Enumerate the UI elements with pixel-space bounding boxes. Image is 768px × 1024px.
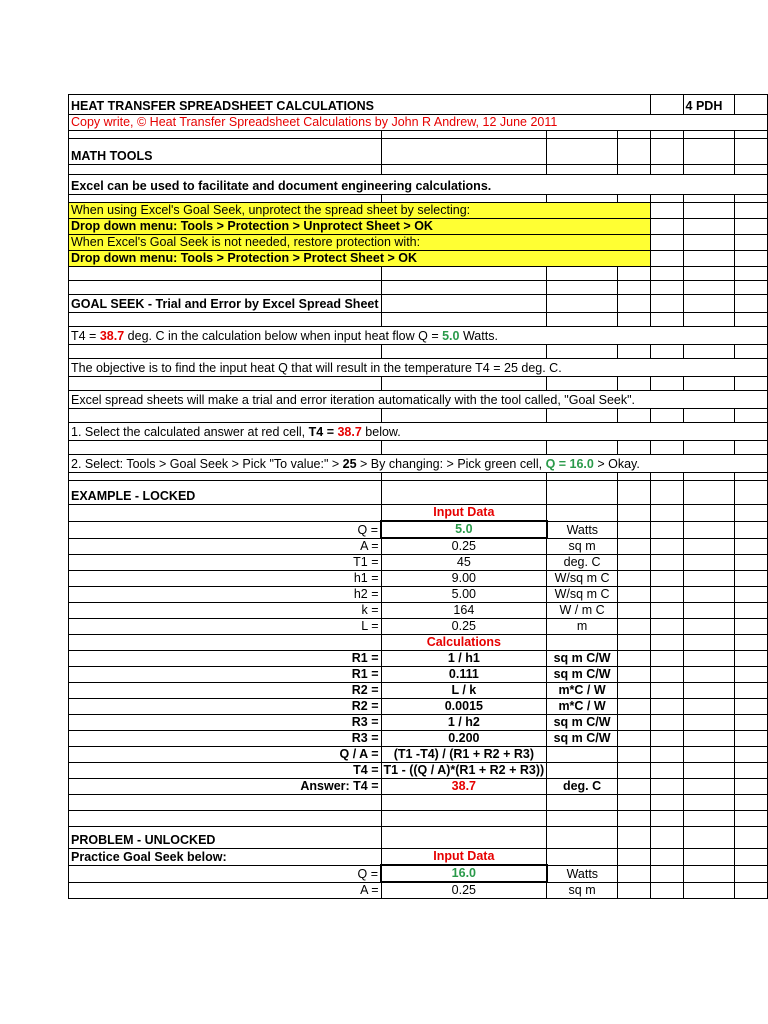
problem-input-value[interactable]: 16.0 bbox=[381, 865, 547, 882]
calc-unit[interactable] bbox=[547, 763, 618, 779]
empty-cell[interactable] bbox=[735, 731, 768, 747]
note-unprotect-intro[interactable]: When using Excel's Goal Seek, unprotect the spread sheet by selecting: bbox=[69, 203, 651, 219]
empty-cell[interactable] bbox=[650, 763, 683, 779]
calc-value[interactable]: 1 / h2 bbox=[381, 715, 547, 731]
copyright-text[interactable]: Copy write, © Heat Transfer Spreadsheet Calculations by John R Andrew, 12 June 2011 bbox=[69, 115, 768, 131]
empty-cell[interactable] bbox=[617, 521, 650, 538]
empty-cell[interactable] bbox=[617, 651, 650, 667]
sheet-grid bbox=[68, 94, 768, 899]
problem-input-row bbox=[69, 865, 768, 882]
calc-unit[interactable]: sq m C/W bbox=[547, 667, 618, 683]
example-input-label[interactable]: T1 = bbox=[69, 555, 382, 571]
empty-cell[interactable] bbox=[650, 521, 683, 538]
example-input-value[interactable]: 0.25 bbox=[381, 619, 547, 635]
problem-input-label[interactable]: A = bbox=[69, 882, 382, 899]
empty-cell[interactable] bbox=[617, 763, 650, 779]
calc-value[interactable]: 1 / h1 bbox=[381, 651, 547, 667]
calc-label[interactable]: R2 = bbox=[69, 699, 382, 715]
empty-cell[interactable] bbox=[617, 587, 650, 603]
calc-row bbox=[69, 683, 768, 699]
empty-cell[interactable] bbox=[683, 587, 735, 603]
example-input-value[interactable]: 5.00 bbox=[381, 587, 547, 603]
empty-cell[interactable] bbox=[617, 731, 650, 747]
empty-cell[interactable] bbox=[617, 683, 650, 699]
empty-cell[interactable] bbox=[683, 715, 735, 731]
empty-cell[interactable] bbox=[617, 747, 650, 763]
note-unprotect-menu[interactable]: Drop down menu: Tools > Protection > Unprotect Sheet > OK bbox=[69, 219, 651, 235]
empty-cell[interactable] bbox=[617, 865, 650, 882]
goal-seek-heading[interactable]: GOAL SEEK - Trial and Error by Excel Spread Sheet bbox=[69, 295, 382, 313]
empty-cell[interactable] bbox=[617, 715, 650, 731]
empty-cell[interactable] bbox=[650, 651, 683, 667]
example-input-label[interactable]: h2 = bbox=[69, 587, 382, 603]
empty-cell[interactable] bbox=[650, 619, 683, 635]
calc-value[interactable]: T1 - ((Q / A)*(R1 + R2 + R3)) bbox=[381, 763, 547, 779]
note-protect-menu[interactable]: Drop down menu: Tools > Protection > Protect Sheet > OK bbox=[69, 251, 651, 267]
problem-input-row bbox=[69, 882, 768, 899]
calc-row bbox=[69, 715, 768, 731]
empty-cell[interactable] bbox=[683, 619, 735, 635]
empty-cell[interactable] bbox=[683, 571, 735, 587]
empty-cell[interactable] bbox=[650, 747, 683, 763]
empty-cell[interactable] bbox=[683, 747, 735, 763]
calc-label[interactable]: R3 = bbox=[69, 715, 382, 731]
problem-input-data-label[interactable]: Input Data bbox=[381, 849, 547, 866]
problem-heading[interactable]: PROBLEM - UNLOCKED bbox=[69, 827, 382, 849]
practice-text[interactable]: Practice Goal Seek below: bbox=[69, 849, 382, 866]
example-input-unit[interactable]: sq m bbox=[547, 538, 618, 555]
calc-value[interactable]: 0.111 bbox=[381, 667, 547, 683]
example-input-value[interactable]: 45 bbox=[381, 555, 547, 571]
calc-unit[interactable]: sq m C/W bbox=[547, 731, 618, 747]
empty-cell[interactable] bbox=[735, 587, 768, 603]
problem-input-value[interactable]: 0.25 bbox=[381, 882, 547, 899]
calc-label[interactable]: R2 = bbox=[69, 683, 382, 699]
empty-cell[interactable] bbox=[735, 865, 768, 882]
calc-label[interactable]: R3 = bbox=[69, 731, 382, 747]
calculations-label[interactable]: Calculations bbox=[381, 635, 547, 651]
empty-cell[interactable] bbox=[617, 571, 650, 587]
answer-row bbox=[69, 779, 768, 795]
empty-cell[interactable] bbox=[735, 699, 768, 715]
empty-cell[interactable] bbox=[735, 603, 768, 619]
goal-seek-line1[interactable]: T4 = 38.7 deg. C in the calculation below when input heat flow Q = 5.0 Watts. bbox=[69, 327, 768, 345]
calc-row bbox=[69, 667, 768, 683]
calc-label[interactable]: Q / A = bbox=[69, 747, 382, 763]
calc-unit[interactable]: m*C / W bbox=[547, 699, 618, 715]
empty-cell[interactable] bbox=[683, 699, 735, 715]
example-input-unit[interactable]: W/sq m C bbox=[547, 571, 618, 587]
example-input-data-label[interactable]: Input Data bbox=[381, 505, 547, 522]
calc-unit[interactable]: m*C / W bbox=[547, 683, 618, 699]
example-input-value[interactable]: 164 bbox=[381, 603, 547, 619]
pdh-label[interactable]: 4 PDH bbox=[683, 95, 735, 115]
title-row bbox=[69, 95, 768, 115]
calc-row bbox=[69, 747, 768, 763]
example-input-value[interactable]: 0.25 bbox=[381, 538, 547, 555]
example-input-row bbox=[69, 521, 768, 538]
example-input-row bbox=[69, 587, 768, 603]
spreadsheet bbox=[68, 94, 768, 899]
problem-input-label[interactable]: Q = bbox=[69, 865, 382, 882]
empty-cell[interactable] bbox=[650, 667, 683, 683]
example-input-row bbox=[69, 555, 768, 571]
empty-cell[interactable] bbox=[683, 555, 735, 571]
intro-text[interactable]: Excel can be used to facilitate and document engineering calculations. bbox=[69, 175, 768, 195]
example-input-unit[interactable]: W / m C bbox=[547, 603, 618, 619]
empty-cell[interactable] bbox=[683, 521, 735, 538]
empty-cell[interactable] bbox=[650, 683, 683, 699]
empty-cell[interactable] bbox=[650, 731, 683, 747]
empty-cell[interactable] bbox=[617, 667, 650, 683]
goal-seek-iteration[interactable]: Excel spread sheets will make a trial and error iteration automatically with the tool called, "Goal Seek". bbox=[69, 391, 768, 409]
empty-cell[interactable] bbox=[735, 521, 768, 538]
calc-value[interactable]: 0.0015 bbox=[381, 699, 547, 715]
example-input-label[interactable]: Q = bbox=[69, 521, 382, 538]
goal-seek-step2[interactable]: 2. Select: Tools > Goal Seek > Pick "To value:" > 25 > By changing: > Pick green cell, Q = 16.0 > Okay. bbox=[69, 455, 768, 473]
example-input-value[interactable]: 9.00 bbox=[381, 571, 547, 587]
example-input-unit[interactable]: m bbox=[547, 619, 618, 635]
empty-cell[interactable] bbox=[650, 865, 683, 882]
empty-cell[interactable] bbox=[650, 587, 683, 603]
empty-cell[interactable] bbox=[735, 715, 768, 731]
empty-cell[interactable] bbox=[650, 882, 683, 899]
empty-cell[interactable] bbox=[650, 603, 683, 619]
empty-cell[interactable] bbox=[650, 538, 683, 555]
example-input-unit[interactable]: deg. C bbox=[547, 555, 618, 571]
empty-cell[interactable] bbox=[735, 683, 768, 699]
empty-cell[interactable] bbox=[683, 538, 735, 555]
example-input-unit[interactable]: Watts bbox=[547, 521, 618, 538]
example-input-label[interactable]: L = bbox=[69, 619, 382, 635]
empty-cell[interactable] bbox=[650, 571, 683, 587]
answer-cell[interactable]: 38.7 bbox=[381, 779, 547, 795]
example-input-row bbox=[69, 603, 768, 619]
calc-unit[interactable]: sq m C/W bbox=[547, 715, 618, 731]
example-input-value[interactable]: 5.0 bbox=[381, 521, 547, 538]
problem-input-unit[interactable]: Watts bbox=[547, 865, 618, 882]
empty-cell[interactable] bbox=[617, 699, 650, 715]
calc-label[interactable]: R1 = bbox=[69, 667, 382, 683]
answer-unit[interactable]: deg. C bbox=[547, 779, 618, 795]
goal-seek-step1[interactable]: 1. Select the calculated answer at red cell, T4 = 38.7 below. bbox=[69, 423, 768, 441]
empty-cell[interactable] bbox=[683, 651, 735, 667]
calc-row bbox=[69, 699, 768, 715]
example-input-label[interactable]: h1 = bbox=[69, 571, 382, 587]
calc-row bbox=[69, 731, 768, 747]
example-input-row bbox=[69, 538, 768, 555]
problem-input-unit[interactable]: sq m bbox=[547, 882, 618, 899]
empty-cell[interactable] bbox=[683, 882, 735, 899]
empty-cell[interactable] bbox=[650, 555, 683, 571]
empty-cell[interactable] bbox=[617, 538, 650, 555]
calc-value[interactable]: L / k bbox=[381, 683, 547, 699]
example-input-row bbox=[69, 571, 768, 587]
example-heading[interactable]: EXAMPLE - LOCKED bbox=[69, 481, 382, 505]
empty-cell[interactable] bbox=[735, 619, 768, 635]
sheet-title[interactable]: HEAT TRANSFER SPREADSHEET CALCULATIONS bbox=[69, 95, 651, 115]
example-input-label[interactable]: k = bbox=[69, 603, 382, 619]
empty-cell[interactable] bbox=[735, 667, 768, 683]
example-input-row bbox=[69, 619, 768, 635]
calc-unit[interactable] bbox=[547, 747, 618, 763]
empty-cell[interactable] bbox=[735, 763, 768, 779]
calc-label[interactable]: T4 = bbox=[69, 763, 382, 779]
calc-row bbox=[69, 651, 768, 667]
empty-cell[interactable] bbox=[683, 603, 735, 619]
empty-cell[interactable] bbox=[735, 882, 768, 899]
empty-cell[interactable] bbox=[683, 731, 735, 747]
example-input-unit[interactable]: W/sq m C bbox=[547, 587, 618, 603]
empty-cell[interactable] bbox=[617, 882, 650, 899]
calc-label[interactable]: R1 = bbox=[69, 651, 382, 667]
empty-cell[interactable] bbox=[617, 603, 650, 619]
example-input-label[interactable]: A = bbox=[69, 538, 382, 555]
empty-cell[interactable] bbox=[735, 555, 768, 571]
empty-cell[interactable] bbox=[735, 651, 768, 667]
calc-value[interactable]: 0.200 bbox=[381, 731, 547, 747]
empty-cell[interactable] bbox=[683, 667, 735, 683]
calc-row bbox=[69, 763, 768, 779]
empty-cell[interactable] bbox=[650, 699, 683, 715]
note-protect-intro[interactable]: When Excel's Goal Seek is not needed, restore protection with: bbox=[69, 235, 651, 251]
empty-cell[interactable] bbox=[617, 619, 650, 635]
empty-cell[interactable] bbox=[683, 683, 735, 699]
empty-cell[interactable] bbox=[735, 538, 768, 555]
empty-cell[interactable] bbox=[735, 747, 768, 763]
math-tools-heading[interactable]: MATH TOOLS bbox=[69, 139, 382, 165]
empty-cell[interactable] bbox=[683, 865, 735, 882]
empty-cell[interactable] bbox=[650, 715, 683, 731]
answer-label[interactable]: Answer: T4 = bbox=[69, 779, 382, 795]
calc-unit[interactable]: sq m C/W bbox=[547, 651, 618, 667]
empty-cell[interactable] bbox=[683, 763, 735, 779]
goal-seek-objective[interactable]: The objective is to find the input heat Q that will result in the temperature T4 = 25 deg. C. bbox=[69, 359, 768, 377]
empty-cell[interactable] bbox=[735, 571, 768, 587]
empty-cell[interactable] bbox=[617, 555, 650, 571]
calc-value[interactable]: (T1 -T4) / (R1 + R2 + R3) bbox=[381, 747, 547, 763]
